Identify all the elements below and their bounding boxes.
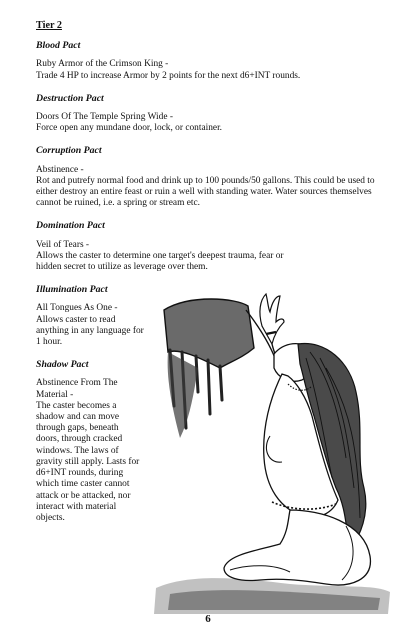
pact-title-illumination: Illumination Pact	[36, 284, 108, 296]
spell-description: Trade 4 HP to increase Armor by 2 points for the next d6+INT rounds.	[36, 70, 301, 81]
page-number: 6	[205, 613, 211, 625]
spell-name: Ruby Armor of the Crimson King -	[36, 59, 169, 70]
pact-body-blood	[36, 59, 388, 81]
pact-title-destruction: Destruction Pact	[36, 92, 104, 104]
spell-description: Force open any mundane door, lock, or container.	[36, 123, 223, 134]
pact-body-corruption	[36, 165, 388, 210]
spell-name: Abstinence -	[36, 164, 84, 175]
spell-name: Doors Of The Temple Spring Wide -	[36, 112, 173, 123]
pact-body-shadow	[36, 378, 144, 524]
spell-description: The caster becomes a shadow and can move through gaps, beneath doors, through cracked windows. The laws of gravity still apply. Lasts for d6+INT rounds, during which time caster cannot attack or be attacked, nor interact with material objects.	[36, 400, 140, 523]
pact-title-corruption: Corruption Pact	[36, 145, 102, 157]
sheet-stain	[168, 352, 198, 438]
pact-body-domination	[36, 240, 286, 274]
spell-description: Rot and putrefy normal food and drink up to 100 pounds/50 gallons. This could be used to either destroy an entire feast or ruin a well with standing water. Water sources themselves cannot be ruined, i.e. a spring or stream etc.	[36, 175, 375, 209]
pact-title-shadow: Shadow Pact	[36, 359, 89, 371]
pact-title-blood: Blood Pact	[36, 40, 81, 52]
tier-heading: Tier 2	[36, 20, 62, 31]
pact-title-domination: Domination Pact	[36, 220, 105, 232]
spell-description: Allows caster to read anything in any language for 1 hour.	[36, 314, 144, 348]
ink-illustration	[150, 288, 394, 618]
spell-name: Abstinence From The Material -	[36, 378, 118, 400]
spell-description: Allows the caster to determine one target's deepest trauma, fear or hidden secret to utilize as leverage over them.	[36, 250, 284, 273]
pact-body-destruction	[36, 112, 388, 134]
pact-body-illumination	[36, 303, 148, 348]
spell-name: All Tongues As One -	[36, 303, 118, 314]
spell-name: Veil of Tears -	[36, 239, 90, 250]
